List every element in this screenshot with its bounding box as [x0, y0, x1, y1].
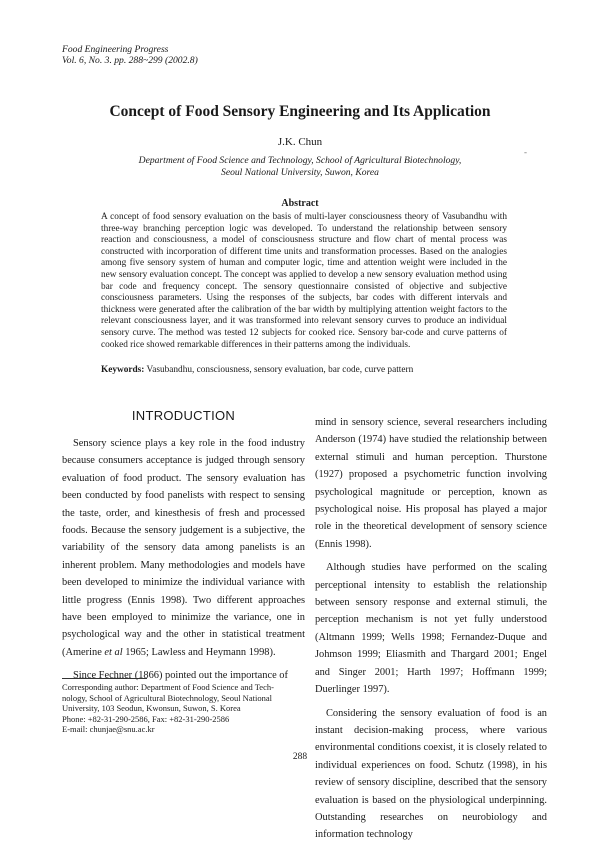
corner-mark: - [524, 147, 527, 157]
footnote-line-4: Phone: +82-31-290-2586, Fax: +82-31-290-2586 [62, 713, 230, 724]
intro-paragraph-5: Considering the sensory evaluation of food is an instant decision-making process, where various environmental conditions coexist, it is closely related to individual experiences on food. Schutz (1998), in his review of sensory discipline, described that the sensory evaluation is based on the physiological underpinning. Outstanding researches on neurobiology and information technology [315, 707, 548, 841]
footnote-line-5: E-mail: chunjae@snu.ac.kr [62, 724, 155, 734]
abstract-heading: Abstract [281, 198, 319, 209]
left-column [62, 435, 305, 685]
intro-paragraph-3: mind in sensory science, several researchers including Anderson (1974) have studied the relationship between external stimuli and human perception. Thurstone (1927) proposed a psychometric function involving psychological magnitude or perception, known as psychological noise. His proposal has played a major role in the theoretical development of sensory science (Ennis 1998). [315, 417, 547, 550]
intro-paragraph-2: Since Fechner (1866) pointed out the importance of [73, 670, 288, 682]
right-column [315, 414, 547, 844]
footnote-line-1: Corresponding author: Department of Food Science and Tech- [62, 682, 274, 692]
keywords-text: Vasubandhu, consciousness, sensory evaluation, bar code, curve pattern [146, 365, 414, 375]
footnote [62, 682, 312, 735]
keywords [101, 364, 531, 376]
author: J.K. Chun [277, 136, 323, 148]
affiliation-line-2: Seoul National University, Suwon, Korea [221, 167, 379, 178]
paper-title: Concept of Food Sensory Engineering and Its Application [109, 103, 491, 120]
journal-citation: Vol. 6, No. 3. pp. 288~299 (2002.8) [62, 55, 198, 66]
footnote-line-3: University, 103 Seodun, Kwonsun, Suwon, S. Korea [62, 703, 241, 713]
affiliation [0, 155, 600, 179]
keywords-label: Keywords: [101, 365, 145, 375]
page-number: 288 [292, 752, 308, 762]
journal-name: Food Engineering Progress [62, 44, 169, 55]
footnote-divider [62, 678, 147, 679]
journal-header [62, 44, 198, 66]
footnote-line-2: nology, School of Agricultural Biotechnology, Seoul National [62, 692, 272, 703]
intro-paragraph-4: Although studies have performed on the scaling perceptional intensity to establish the relationship between sensory response and external stimuli, the perception mechanism is not yet fully understood (Altmann 1999; Wells 1998; Fernandez-Duque and Johmson 1999; Eliasmith and Thargard 2001; Engel and Singer 2001; Harth 1997; Hoffmann 1999; Duerlinger 1997). [315, 562, 547, 696]
abstract-text: A concept of food sensory evaluation on the basis of multi-layer consciousness theory of Vasubandhu with three-way branching perception logic was developed. To understand the relationship between sensory reaction and consciousness, a model of consciousness structure and flow chart of mental process was constructed with incorporation of different time units and transformation processes. Based on the analogies among five sensory system of human and computer logic, time and attention weight were included in the new sensory evaluation concept. The concept was applied to develop a new sensory evaluation method using bar code and frequency concept. The sensory questionnaire consisted of objective and subjective consciousness parameters. Using the responses of the subjects, bar codes with different intervals and thickness were generated after the calibration of the bar width by multiplying attention weight factors to the relevant consciousness layer, and it was transformed into relevant sensory curves to produce an individual sensory curve. The method was tested 12 subjects for cooked rice. Sensory bar-code and curve patterns of cooked rice showed remarkable differences in their patterns among the individuals. [101, 212, 507, 350]
section-heading: INTRODUCTION [131, 408, 236, 423]
affiliation-line-1: Department of Food Science and Technology, School of Agricultural Biotechnology, [138, 155, 462, 166]
intro-paragraph-1: Sensory science plays a key role in the food industry because consumers acceptance is judged through sensory evaluation of food product. The sensory evaluation has been conducted by food panelists with respect to sensing the taste, order, and kinesthesis of fresh and processed foods. Because the sensory judgement is a subjective, the variability of the sensory data among panelists is an inherent problem. Many methodologies and models have been developed to minimize the individual variance with little progress (Ennis 1998). Two different approaches have been employed to minimize the variance, one in psychological way and the other in statistical treatment (Amerine et al 1965; Lawless and Heymann 1998). [62, 438, 305, 658]
